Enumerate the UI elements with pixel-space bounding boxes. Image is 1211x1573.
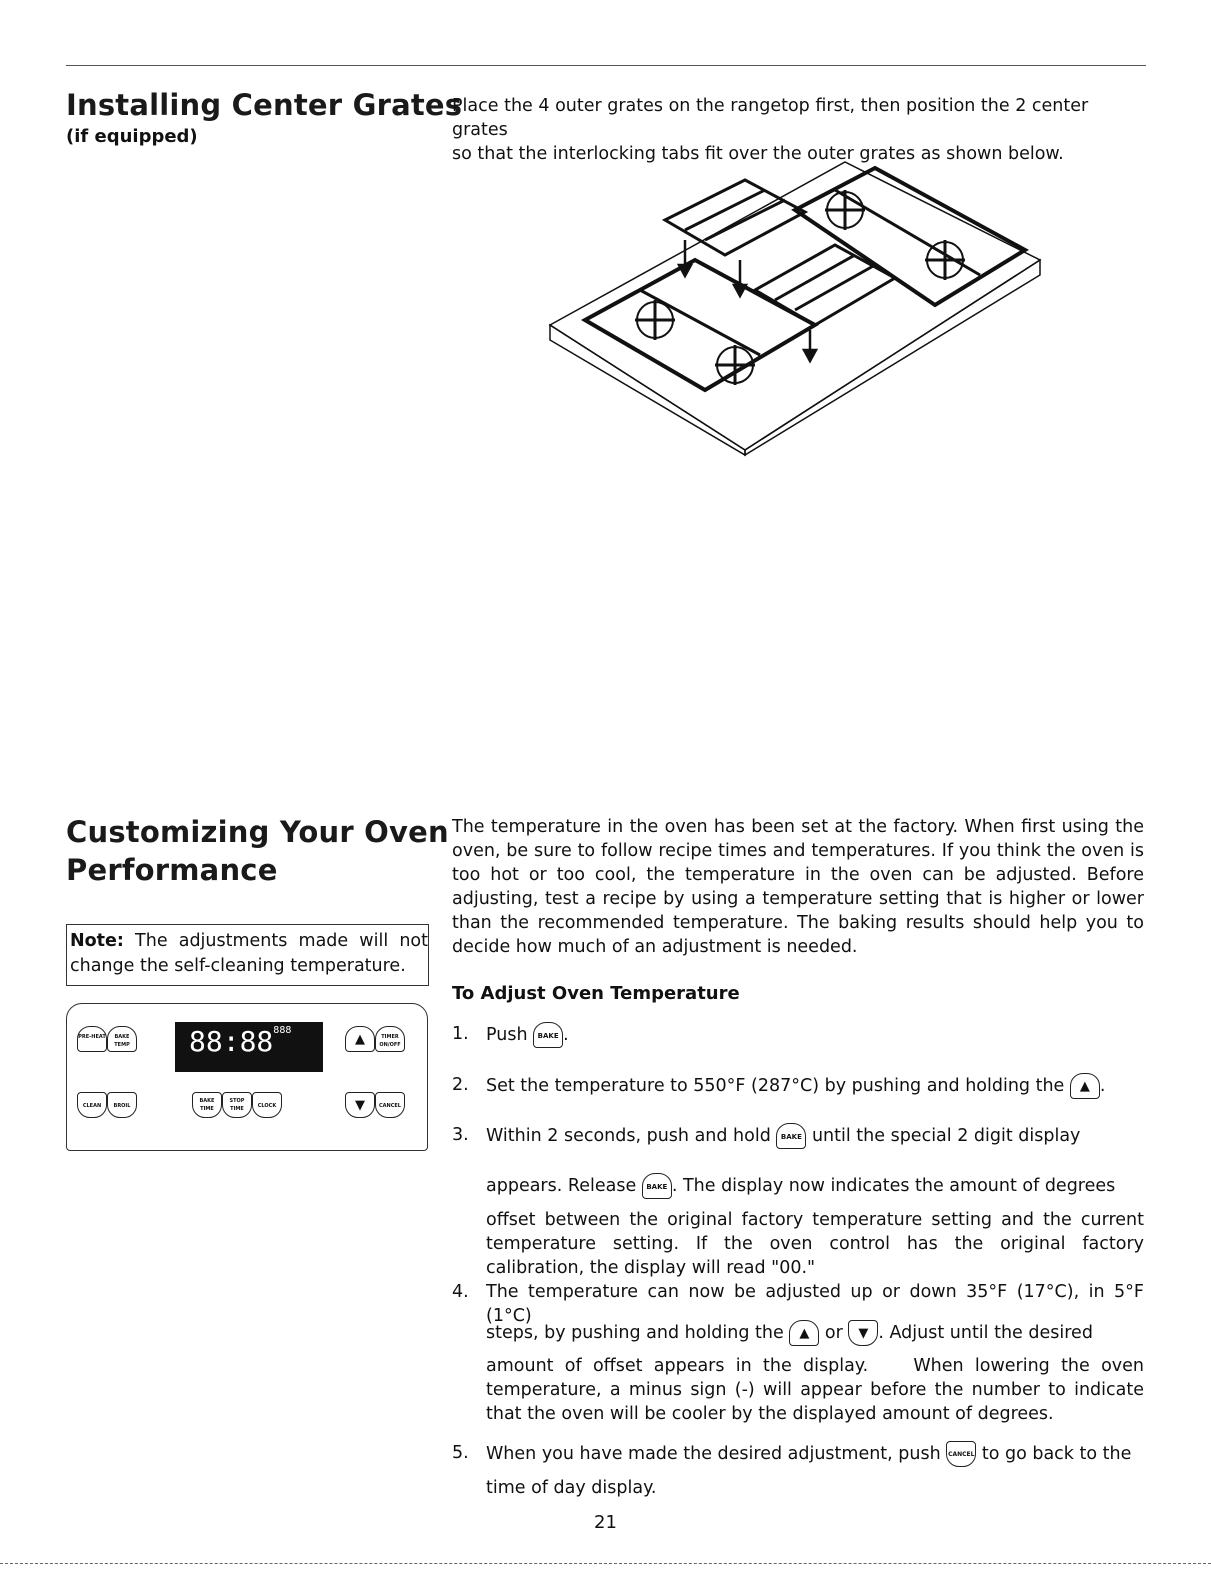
adjust-subheading: To Adjust Oven Temperature: [452, 983, 740, 1004]
note-text: The adjustments made will not change the self-cleaning temperature.: [70, 931, 428, 976]
step-text: . Adjust until the desired: [878, 1323, 1093, 1343]
step-text: When you have made the desired adjustment, push: [486, 1444, 941, 1464]
step-number: 4.: [452, 1282, 469, 1302]
step-text-end: until the special 2 digit display: [806, 1126, 1081, 1146]
step-text: The temperature can now be adjusted up or down 35°F (17°C), in 5°F (1°C): [486, 1282, 1144, 1326]
bottom-rule: [0, 1563, 1211, 1565]
step-3-offset-text: offset between the original factory temperature setting and the current temperature setting. If the oven control has the original factory calibration, the display will read "00.": [486, 1210, 1144, 1278]
step-3-continued: [486, 1173, 1144, 1199]
step-text: Within 2 seconds, push and hold: [486, 1126, 771, 1146]
up-arrow-key-icon: ▲: [1070, 1073, 1100, 1099]
step-text: appears. Release: [486, 1176, 637, 1196]
down-arrow-key-icon: ▼: [848, 1320, 878, 1346]
down-arrow-key: ▼: [345, 1092, 375, 1118]
page-number: 21: [594, 1512, 617, 1533]
step-text: Set the temperature to 550°F (287°C) by pushing and holding the: [486, 1076, 1065, 1096]
title-line-1: Customizing Your Oven: [66, 815, 449, 849]
note-box: [66, 924, 429, 986]
section-title-grates: Installing Center Grates: [66, 88, 463, 122]
step-number: 3.: [452, 1125, 469, 1145]
lcd-digits: 88:88: [189, 1025, 274, 1058]
step-5-continued: time of day display.: [486, 1478, 657, 1498]
bake-key-icon: BAKE: [776, 1123, 806, 1149]
step-4-continued: [486, 1320, 1144, 1346]
title-line-2: Performance: [66, 853, 278, 887]
grates-line-2: so that the interlocking tabs fit over the outer grates as shown below.: [452, 144, 1064, 164]
grates-line-1: Place the 4 outer grates on the rangetop first, then position the 2 center grates: [452, 96, 1089, 140]
control-panel-illustration: [66, 1003, 428, 1151]
rangetop-grates-illustration: [545, 150, 1045, 460]
note-label: Note:: [70, 931, 124, 951]
section-subtitle: (if equipped): [66, 126, 198, 147]
top-rule: [66, 65, 1146, 66]
step-text: steps, by pushing and holding the: [486, 1323, 784, 1343]
step-text: Push: [486, 1025, 528, 1045]
bake-key-icon: BAKE: [642, 1173, 672, 1199]
up-arrow-key-icon: ▲: [789, 1320, 819, 1346]
cancel-key: CANCEL: [375, 1092, 405, 1118]
lcd-small-digits: 888: [273, 1025, 292, 1036]
bake-temp-key: BAKE TEMP: [107, 1026, 137, 1052]
stop-time-key: STOP TIME: [222, 1092, 252, 1118]
step-4-offset-text: amount of offset appears in the display. When lowering the oven temperature, a minus sign (-) will appear before the number to indicate that the oven will be cooler by the displayed amount of degrees.: [486, 1356, 1150, 1424]
bake-time-key: BAKE TIME: [192, 1092, 222, 1118]
step-number: 2.: [452, 1075, 469, 1095]
cancel-key-icon: CANCEL: [946, 1441, 976, 1467]
lcd-display: [175, 1022, 323, 1072]
up-arrow-key: ▲: [345, 1026, 375, 1052]
step-text: to go back to the: [976, 1444, 1132, 1464]
step-number: 1.: [452, 1024, 469, 1044]
broil-key: BROIL: [107, 1092, 137, 1118]
step-number: 5.: [452, 1443, 469, 1463]
step-text: . The display now indicates the amount of degrees: [671, 1176, 1116, 1196]
section-title-customizing: [66, 813, 449, 889]
clean-key: CLEAN: [77, 1092, 107, 1118]
step-punct: .: [563, 1025, 569, 1045]
customizing-intro: The temperature in the oven has been set at the factory. When first using the oven, be sure to follow recipe times and temperatures. If you think the oven is too hot or too cool, the temperature in the oven can be adjusted. Before adjusting, test a recipe by using a temperature setting that is higher or lower than the recommended temperature. The baking results should help you to decide how much of an adjustment is needed.: [452, 817, 1144, 957]
preheat-key: PRE-HEAT: [77, 1026, 107, 1052]
timer-key: TIMER ON/OFF: [375, 1026, 405, 1052]
step-punct: .: [1099, 1076, 1106, 1096]
bake-key-icon: BAKE: [533, 1022, 563, 1048]
step-text: or: [819, 1323, 849, 1343]
clock-key: CLOCK: [252, 1092, 282, 1118]
